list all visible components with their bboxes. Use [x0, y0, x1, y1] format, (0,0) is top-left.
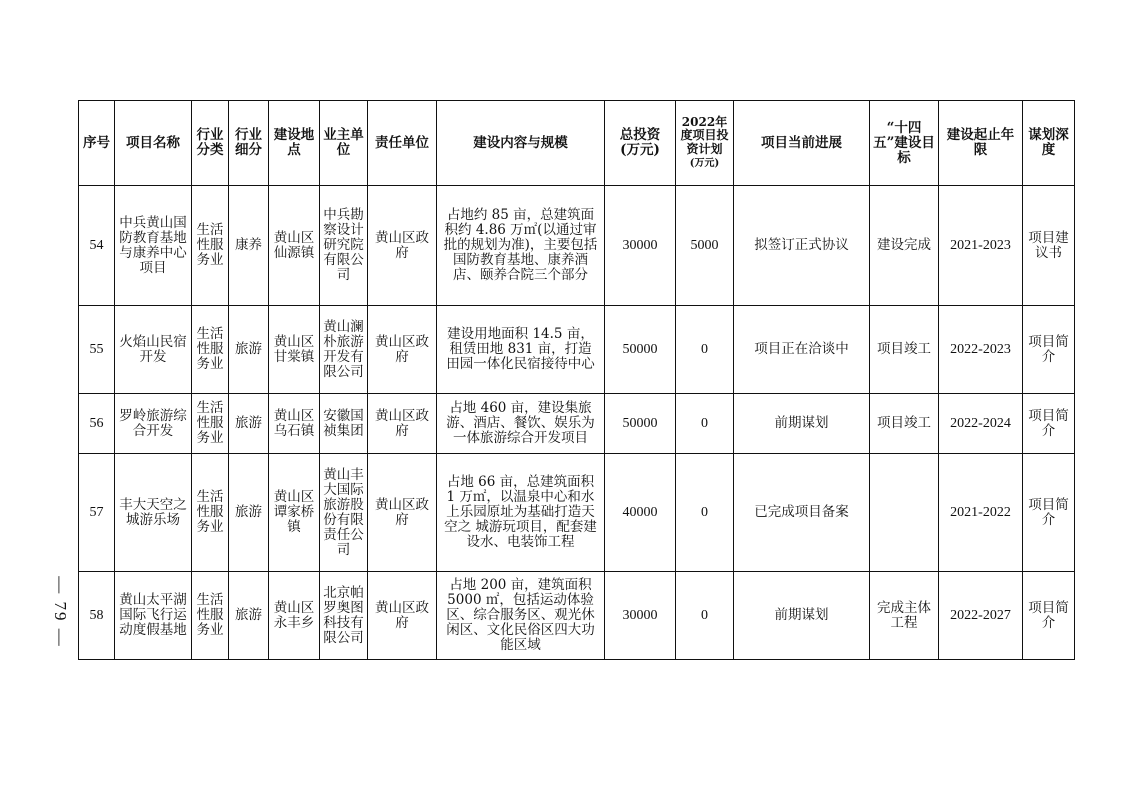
cell-name: 罗岭旅游综合开发 — [115, 394, 192, 454]
cell-owner: 黄山丰大国际旅游股份有限责任公司 — [320, 454, 368, 572]
cell-depth: 项目建议书 — [1023, 186, 1075, 306]
header-row — [79, 101, 1075, 186]
cell-owner: 中兵勘察设计研究院有限公司 — [320, 186, 368, 306]
cell-owner: 黄山澜朴旅游开发有限公司 — [320, 306, 368, 394]
cell-progress: 项目正在洽谈中 — [734, 306, 870, 394]
header-scale: 建设内容与规模 — [437, 101, 605, 186]
header-period: 建设起止年限 — [939, 101, 1023, 186]
cell-subindustry: 旅游 — [229, 454, 269, 572]
header-subindustry: 行业细分 — [229, 101, 269, 186]
cell-subindustry: 旅游 — [229, 306, 269, 394]
cell-industry: 生活性服务业 — [192, 186, 229, 306]
header-progress: 项目当前进展 — [734, 101, 870, 186]
cell-responsible: 黄山区政府 — [368, 306, 437, 394]
cell-subindustry: 旅游 — [229, 394, 269, 454]
cell-scale: 占地 200 亩，建筑面积 5000 ㎡，包括运动体验区、综合服务区、观光休闲区、文化民俗区四大功能区域 — [437, 572, 605, 660]
cell-responsible: 黄山区政府 — [368, 572, 437, 660]
cell-period: 2022-2024 — [939, 394, 1023, 454]
cell-industry: 生活性服务业 — [192, 394, 229, 454]
cell-plan-2022: 0 — [676, 306, 734, 394]
header-plan-2022-unit: (万元) — [689, 158, 720, 169]
header-total-invest-label: 总投资 — [619, 127, 661, 143]
cell-owner: 安徽国祯集团 — [320, 394, 368, 454]
cell-progress: 前期谋划 — [734, 572, 870, 660]
cell-total-invest: 50000 — [605, 394, 676, 454]
cell-goal: 项目竣工 — [870, 306, 939, 394]
cell-progress: 已完成项目备案 — [734, 454, 870, 572]
cell-depth: 项目简介 — [1023, 306, 1075, 394]
table-row — [79, 394, 1075, 454]
cell-period: 2022-2023 — [939, 306, 1023, 394]
cell-plan-2022: 0 — [676, 572, 734, 660]
cell-total-invest: 30000 — [605, 572, 676, 660]
cell-name: 中兵黄山国防教育基地与康养中心项目 — [115, 186, 192, 306]
page-number — [46, 562, 74, 662]
cell-location: 黄山区乌石镇 — [269, 394, 320, 454]
cell-goal: 完成主体工程 — [870, 572, 939, 660]
page-number-text: — 79 — — [51, 576, 70, 648]
cell-scale: 占地 460 亩，建设集旅游、酒店、餐饮、娱乐为一体旅游综合开发项目 — [437, 394, 605, 454]
cell-depth: 项目简介 — [1023, 572, 1075, 660]
cell-period: 2021-2023 — [939, 186, 1023, 306]
project-table — [78, 100, 1075, 660]
header-goal: “十四五”建设目标 — [870, 101, 939, 186]
header-total-invest — [605, 101, 676, 186]
cell-subindustry: 康养 — [229, 186, 269, 306]
cell-owner: 北京帕罗奥图科技有限公司 — [320, 572, 368, 660]
cell-subindustry: 旅游 — [229, 572, 269, 660]
header-location: 建设地点 — [269, 101, 320, 186]
cell-plan-2022: 5000 — [676, 186, 734, 306]
header-responsible: 责任单位 — [368, 101, 437, 186]
cell-location: 黄山区甘棠镇 — [269, 306, 320, 394]
table-row — [79, 306, 1075, 394]
cell-progress: 拟签订正式协议 — [734, 186, 870, 306]
cell-total-invest: 50000 — [605, 306, 676, 394]
cell-period: 2021-2022 — [939, 454, 1023, 572]
cell-goal — [870, 454, 939, 572]
cell-location: 黄山区谭家桥镇 — [269, 454, 320, 572]
header-name: 项目名称 — [115, 101, 192, 186]
cell-location: 黄山区仙源镇 — [269, 186, 320, 306]
table-row — [79, 454, 1075, 572]
cell-scale: 建设用地面积 14.5 亩，租赁田地 831 亩，打造田园一体化民宿接待中心 — [437, 306, 605, 394]
header-owner: 业主单位 — [320, 101, 368, 186]
cell-seq: 55 — [79, 306, 115, 394]
cell-seq: 56 — [79, 394, 115, 454]
cell-depth: 项目简介 — [1023, 394, 1075, 454]
cell-total-invest: 30000 — [605, 186, 676, 306]
cell-depth: 项目简介 — [1023, 454, 1075, 572]
header-seq: 序号 — [79, 101, 115, 186]
header-total-invest-unit: (万元) — [620, 142, 660, 158]
cell-name: 火焰山民宿开发 — [115, 306, 192, 394]
cell-progress: 前期谋划 — [734, 394, 870, 454]
cell-goal: 项目竣工 — [870, 394, 939, 454]
cell-responsible: 黄山区政府 — [368, 186, 437, 306]
header-plan-2022 — [676, 101, 734, 186]
table-row — [79, 186, 1075, 306]
cell-goal: 建设完成 — [870, 186, 939, 306]
table-row — [79, 572, 1075, 660]
cell-seq: 54 — [79, 186, 115, 306]
cell-period: 2022-2027 — [939, 572, 1023, 660]
cell-plan-2022: 0 — [676, 454, 734, 572]
cell-seq: 58 — [79, 572, 115, 660]
cell-total-invest: 40000 — [605, 454, 676, 572]
cell-industry: 生活性服务业 — [192, 306, 229, 394]
cell-industry: 生活性服务业 — [192, 454, 229, 572]
cell-responsible: 黄山区政府 — [368, 394, 437, 454]
header-industry: 行业分类 — [192, 101, 229, 186]
cell-industry: 生活性服务业 — [192, 572, 229, 660]
header-plan-2022-label: 2022年度项目投资计划 — [680, 114, 729, 156]
cell-location: 黄山区永丰乡 — [269, 572, 320, 660]
cell-name: 黄山太平湖国际飞行运动度假基地 — [115, 572, 192, 660]
cell-responsible: 黄山区政府 — [368, 454, 437, 572]
header-depth: 谋划深度 — [1023, 101, 1075, 186]
cell-seq: 57 — [79, 454, 115, 572]
cell-scale: 占地 66 亩，总建筑面积 1 万㎡，以温泉中心和水上乐园原址为基础打造天空之 城游玩项目，配套建设水、电装饰工程 — [437, 454, 605, 572]
cell-name: 丰大天空之城游乐场 — [115, 454, 192, 572]
cell-plan-2022: 0 — [676, 394, 734, 454]
cell-scale: 占地约 85 亩，总建筑面积约 4.86 万㎡(以通过审批的规划为准)，主要包括国防教育基地、康养酒店、颐养合院三个部分 — [437, 186, 605, 306]
